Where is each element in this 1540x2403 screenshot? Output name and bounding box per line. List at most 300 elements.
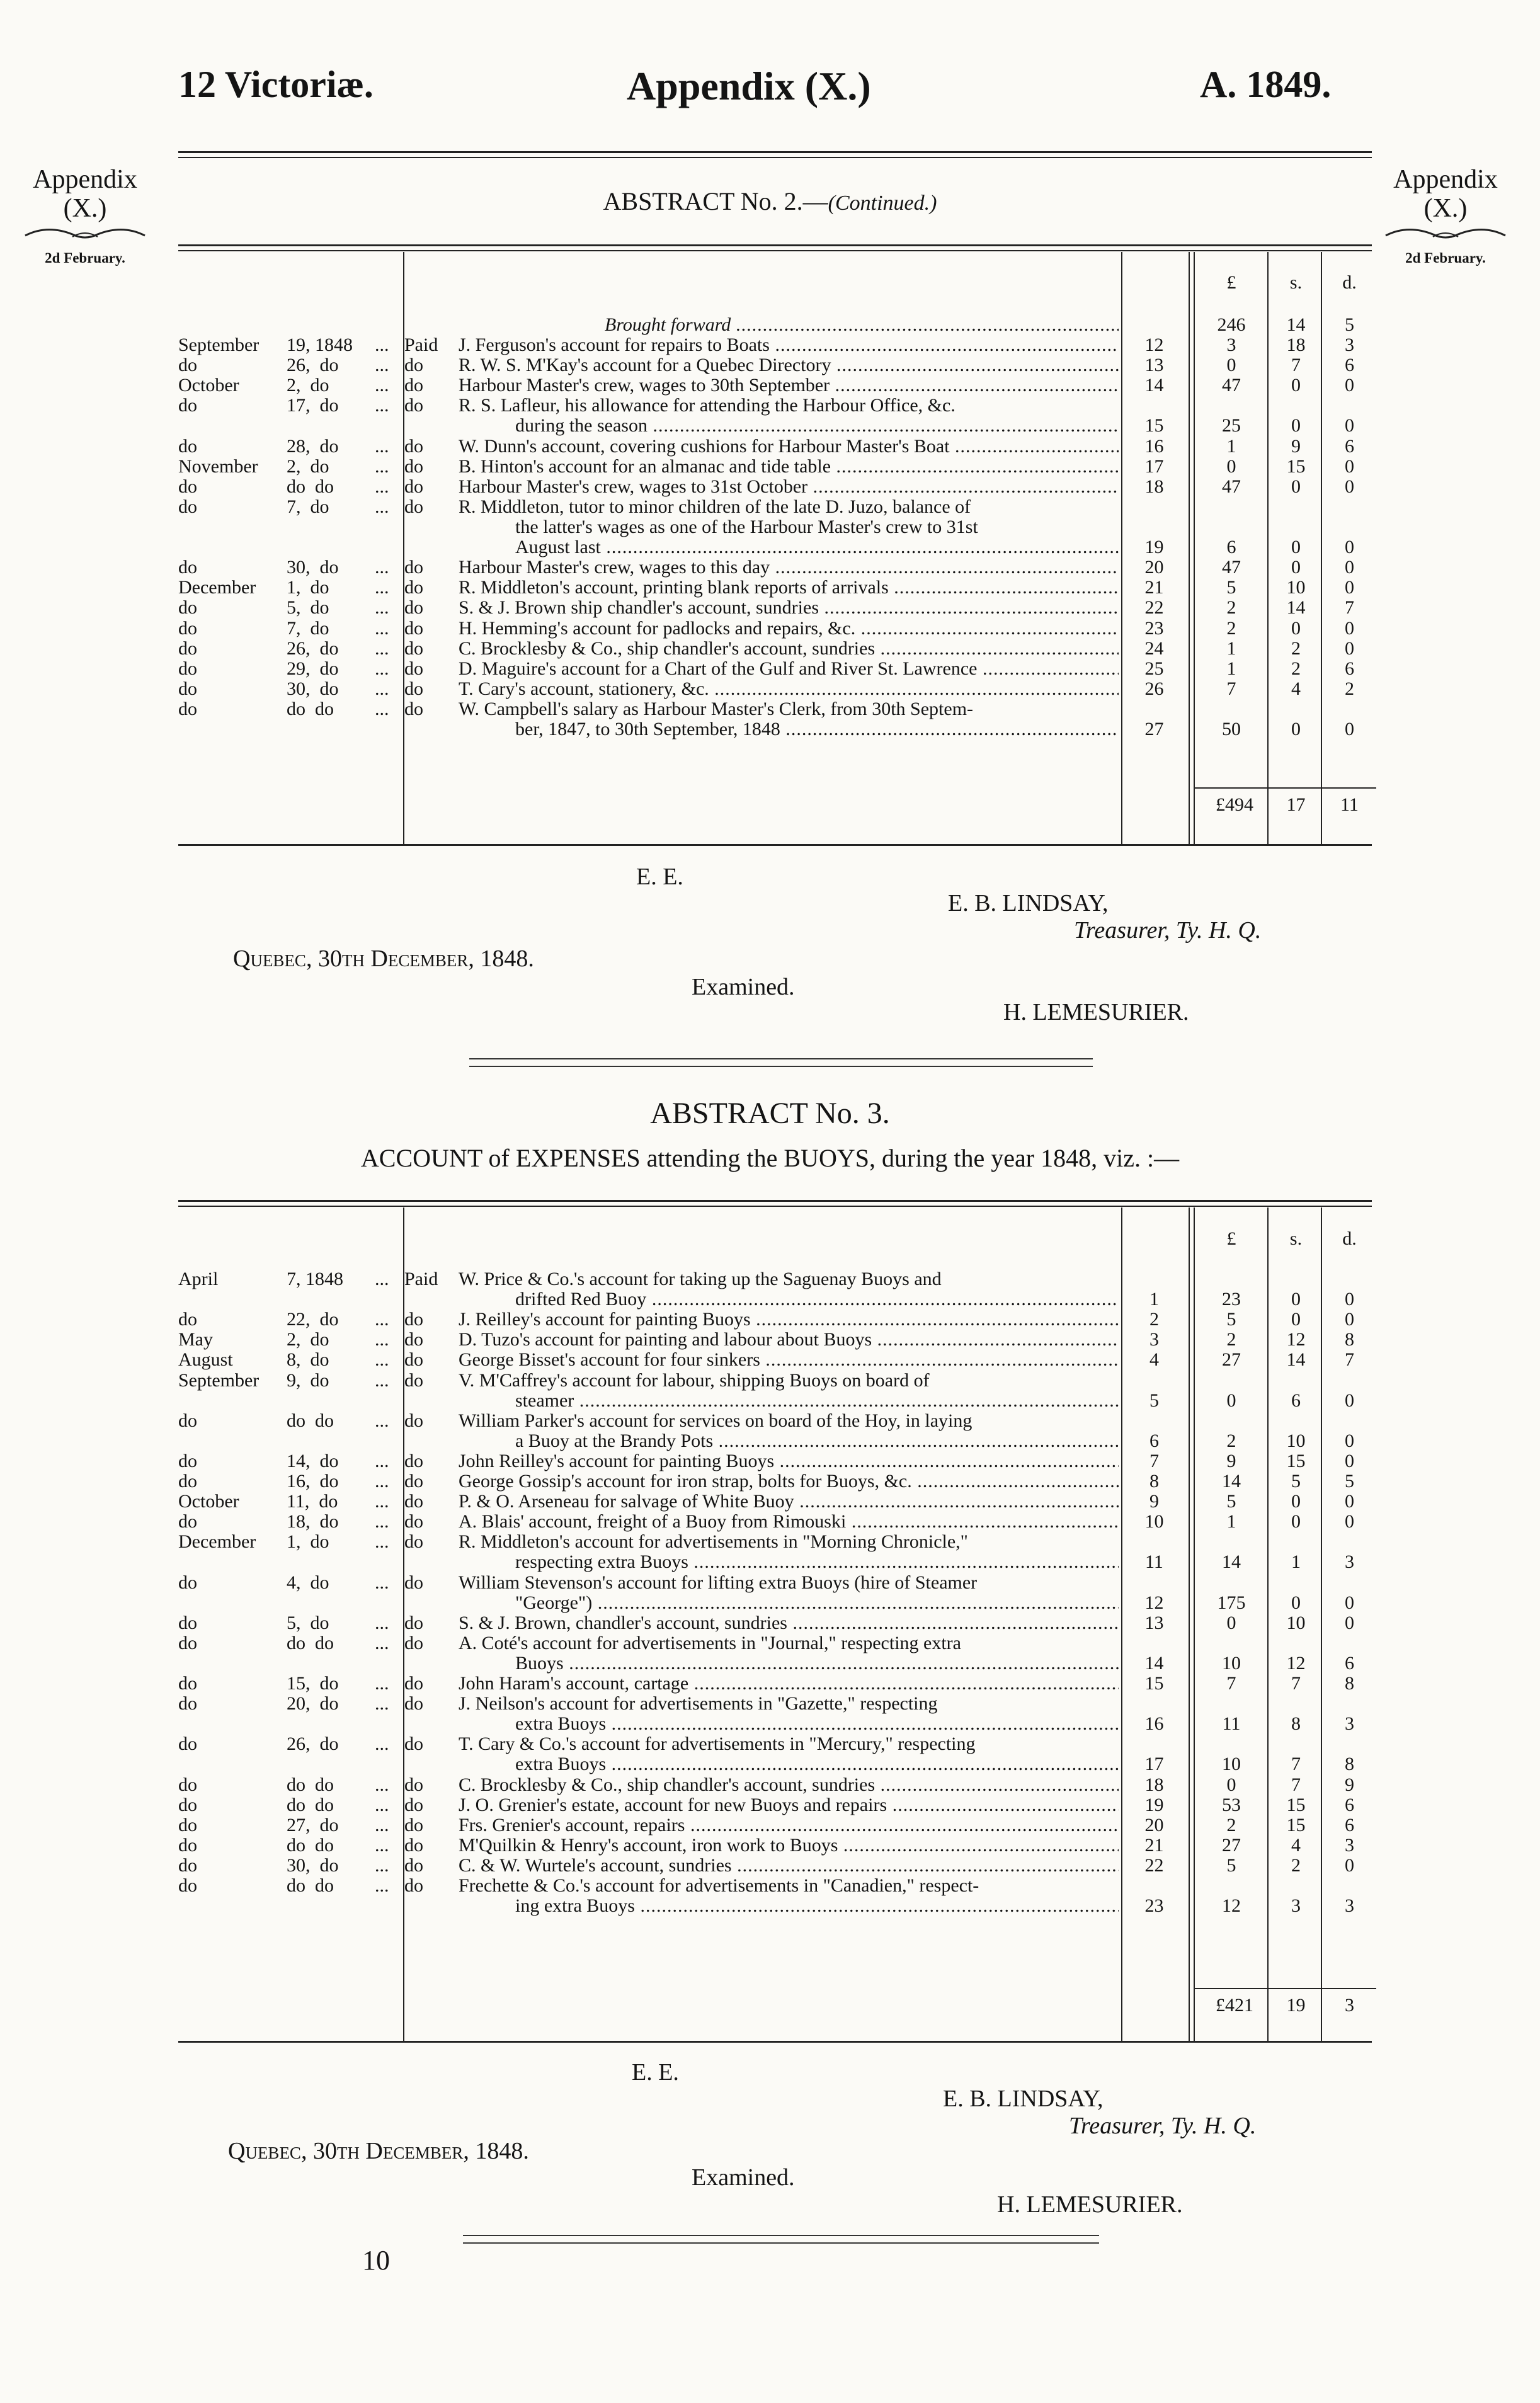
amount-pence: 7: [1345, 597, 1354, 619]
date-day: 30, do: [287, 678, 339, 699]
voucher-number: 26: [1144, 678, 1164, 699]
amount-pence: 2: [1345, 678, 1354, 699]
amount-pounds: 0: [1226, 1390, 1236, 1411]
paid-marker: Paid: [404, 334, 438, 356]
paid-marker: do: [404, 1794, 423, 1815]
description-line: [0, 1835, 1540, 1856]
amount-pence: 7: [1345, 1349, 1354, 1371]
date-continuation: ...: [375, 678, 389, 699]
paid-marker: do: [404, 1511, 423, 1533]
table-row: [0, 1694, 1540, 1734]
voucher-number: 12: [1144, 1592, 1164, 1613]
paid-marker: do: [404, 1572, 423, 1593]
amount-pounds: 0: [1226, 1774, 1236, 1795]
table-row: [0, 557, 1540, 578]
footer-divider: [463, 2235, 1099, 2244]
description-text: Harbour Master's crew, wages to this day .....: [459, 557, 1119, 578]
date-continuation: ...: [375, 557, 389, 578]
amount-shillings: 0: [1291, 537, 1301, 558]
voucher-number: 17: [1144, 1754, 1164, 1775]
amount-shillings: 15: [1286, 1450, 1306, 1471]
date-month: do: [178, 1450, 197, 1471]
amount-pounds: 5: [1226, 1854, 1236, 1876]
margin-note-appendix: (X.): [1423, 194, 1468, 224]
description-line: [0, 1734, 1540, 1754]
amount-pence: 0: [1345, 375, 1354, 396]
voucher-number: 21: [1144, 1834, 1164, 1856]
table-row: [0, 598, 1540, 618]
date-continuation: ...: [375, 1450, 389, 1471]
abstract2-top-rule: [178, 244, 1372, 246]
amount-pence: 0: [1345, 1450, 1354, 1471]
amount-pence: 0: [1345, 1592, 1354, 1613]
description-line: [0, 1411, 1540, 1431]
description-line: [0, 457, 1540, 477]
date-continuation: ...: [375, 597, 389, 619]
voucher-number: 12: [1144, 334, 1164, 356]
amount-shillings: 7: [1291, 355, 1301, 376]
date-day: do do: [287, 1834, 334, 1856]
description-line: [0, 719, 1540, 739]
description-line: [0, 619, 1540, 639]
date-month: do: [178, 1774, 197, 1795]
amount-pounds: 27: [1222, 1834, 1241, 1856]
date-day: 29, do: [287, 658, 339, 679]
description-text: the latter's wages as one of the Harbour Master's crew to 31st: [515, 516, 978, 537]
date-month: October: [178, 375, 239, 396]
date-day: 2, do: [287, 455, 329, 477]
table-row: [0, 619, 1540, 639]
table-row: [0, 1269, 1540, 1310]
paid-marker: do: [404, 1329, 423, 1350]
voucher-number: 3: [1149, 1329, 1159, 1350]
description-line: [0, 1492, 1540, 1512]
date-continuation: ...: [375, 1329, 389, 1350]
date-month: do: [178, 476, 197, 497]
description-text: John Reilley's account for painting Buoys .....: [459, 1451, 1119, 1471]
amount-pounds: 6: [1226, 537, 1236, 558]
abstract3-ee: E. E.: [632, 2059, 679, 2086]
description-line: [0, 1775, 1540, 1795]
date-day: 27, do: [287, 1814, 339, 1835]
amount-shillings: 0: [1291, 375, 1301, 396]
description-line: [0, 1856, 1540, 1876]
margin-note-date: 2d February.: [45, 250, 125, 266]
date-continuation: ...: [375, 1693, 389, 1715]
abstract2-signer: E. B. LINDSAY,: [948, 890, 1109, 916]
margin-note-appendix: (X.): [63, 194, 107, 224]
description-text: R. Middleton, tutor to minor children of the late D. Juzo, balance of: [459, 496, 971, 517]
description-text: R. Middleton's account, printing blank reports of arrivals .....: [459, 578, 1119, 598]
table-row: [0, 375, 1540, 396]
amount-shillings: 0: [1291, 476, 1301, 497]
amount-pounds: 2: [1226, 1814, 1236, 1835]
description-text: William Parker's account for services on board of the Hoy, in laying: [459, 1410, 972, 1431]
amount-pence: 0: [1345, 1491, 1354, 1512]
voucher-number: 4: [1149, 1349, 1159, 1371]
total-row: [0, 795, 1540, 815]
date-month: October: [178, 1491, 239, 1512]
amount-pounds: 47: [1222, 375, 1241, 396]
amount-pence: 3: [1345, 334, 1354, 356]
table-row: [0, 1795, 1540, 1815]
paid-marker: do: [404, 1673, 423, 1694]
table-row: [0, 1613, 1540, 1633]
description-line: [0, 1896, 1540, 1916]
description-text: Buoys .....: [515, 1653, 1119, 1674]
description-text: M'Quilkin & Henry's account, iron work to Buoys .....: [459, 1835, 1119, 1856]
voucher-number: 22: [1144, 1854, 1164, 1876]
bottom-rule: [178, 2041, 1372, 2043]
date-day: 19, 1848: [287, 334, 353, 356]
description-line: [0, 497, 1540, 517]
table-row: [0, 497, 1540, 557]
date-continuation: ...: [375, 1794, 389, 1815]
date-month: November: [178, 455, 258, 477]
amount-shillings: 0: [1291, 718, 1301, 739]
date-continuation: ...: [375, 435, 389, 457]
table-row: [0, 1492, 1540, 1512]
voucher-number: 15: [1144, 415, 1164, 437]
description-line: [0, 1391, 1540, 1411]
date-month: do: [178, 1511, 197, 1533]
description-line: [0, 537, 1540, 557]
amount-shillings: 2: [1291, 637, 1301, 659]
description-line: [0, 375, 1540, 396]
amount-pounds: 1: [1226, 637, 1236, 659]
section-divider: [469, 1058, 1093, 1067]
amount-pounds: 175: [1217, 1592, 1246, 1613]
amount-pounds: 50: [1222, 718, 1241, 739]
total-rule: [1194, 787, 1376, 789]
description-line: [0, 1371, 1540, 1391]
column-header-pounds: £: [1226, 272, 1236, 293]
description-text: R. Middleton's account for advertisements in "Morning Chronicle,": [459, 1531, 968, 1553]
amount-pounds: 1: [1226, 658, 1236, 679]
description-line: [0, 477, 1540, 497]
voucher-number: 19: [1144, 537, 1164, 558]
paid-marker: do: [404, 1491, 423, 1512]
column-header-pence: d.: [1342, 1228, 1357, 1249]
voucher-number: 2: [1149, 1309, 1159, 1330]
abstract3-top-rule: [178, 1200, 1372, 1202]
amount-pounds: 5: [1226, 1309, 1236, 1330]
table-row: [0, 1573, 1540, 1613]
date-day: 14, do: [287, 1450, 339, 1471]
amount-pounds: 7: [1226, 1673, 1236, 1694]
total-pence: 11: [1340, 794, 1359, 815]
amount-shillings: 12: [1286, 1329, 1306, 1350]
voucher-number: 7: [1149, 1450, 1159, 1471]
description-line: [0, 659, 1540, 679]
table-row: [0, 1310, 1540, 1330]
paid-marker: do: [404, 1834, 423, 1856]
description-text: ber, 1847, to 30th September, 1848 .....: [515, 719, 1119, 739]
date-month: August: [178, 1349, 233, 1371]
amount-pounds: 246: [1217, 314, 1246, 335]
paid-marker: do: [404, 1854, 423, 1876]
description-text: Frechette & Co.'s account for advertisements in "Canadien," respect-: [459, 1875, 979, 1896]
description-text: R. W. S. M'Kay's account for a Quebec Directory .....: [459, 355, 1119, 375]
amount-shillings: 9: [1291, 435, 1301, 457]
date-month: do: [178, 1875, 197, 1896]
amount-pence: 0: [1345, 718, 1354, 739]
table-row: [0, 1451, 1540, 1471]
date-continuation: ...: [375, 395, 389, 416]
voucher-number: 5: [1149, 1390, 1159, 1411]
paid-marker: do: [404, 1632, 423, 1653]
amount-pounds: 10: [1222, 1754, 1241, 1775]
description-line: [0, 1532, 1540, 1552]
date-month: do: [178, 658, 197, 679]
amount-shillings: 14: [1286, 314, 1306, 335]
date-day: 5, do: [287, 1612, 329, 1633]
margin-note-date: 2d February.: [1405, 250, 1486, 266]
table-row: [0, 679, 1540, 699]
date-month: September: [178, 1369, 260, 1391]
description-text: steamer .....: [515, 1391, 1119, 1411]
amount-pence: 8: [1345, 1673, 1354, 1694]
abstract2-title-main: ABSTRACT No. 2.—: [603, 187, 828, 215]
date-day: do do: [287, 1632, 334, 1653]
description-text: W. Price & Co.'s account for taking up the Saguenay Buoys and: [459, 1269, 942, 1289]
amount-pence: 0: [1345, 1430, 1354, 1451]
voucher-number: 14: [1144, 375, 1164, 396]
description-text: D. Maguire's account for a Chart of the Gulf and River St. Lawrence .....: [459, 659, 1119, 679]
description-line: [0, 639, 1540, 659]
page-number: 10: [362, 2245, 390, 2276]
date-day: 4, do: [287, 1572, 329, 1593]
amount-pounds: 0: [1226, 1612, 1236, 1633]
table-row: [0, 1835, 1540, 1856]
description-line: [0, 1330, 1540, 1350]
amount-shillings: 15: [1286, 455, 1306, 477]
description-line: [0, 1269, 1540, 1289]
amount-pounds: 2: [1226, 617, 1236, 639]
description-text: W. Campbell's salary as Harbour Master's Clerk, from 30th Septem-: [459, 698, 974, 719]
description-line: [0, 598, 1540, 618]
abstract2-examined: Examined.: [692, 974, 795, 1000]
amount-pence: 0: [1345, 1390, 1354, 1411]
date-continuation: ...: [375, 617, 389, 639]
amount-pence: 0: [1345, 1854, 1354, 1876]
date-continuation: ...: [375, 1531, 389, 1553]
description-text: T. Cary & Co.'s account for advertisements in "Mercury," respecting: [459, 1733, 976, 1755]
description-text: extra Buoys .....: [515, 1754, 1119, 1774]
description-line: [0, 335, 1540, 355]
description-line: [0, 1876, 1540, 1896]
total-pounds: £421: [1216, 1995, 1253, 2016]
description-text: John Haram's account, cartage .....: [459, 1674, 1119, 1694]
amount-pounds: 1: [1226, 435, 1236, 457]
voucher-number: 1: [1149, 1289, 1159, 1310]
date-month: do: [178, 1572, 197, 1593]
date-month: do: [178, 1612, 197, 1633]
bottom-rule: [178, 844, 1372, 846]
date-day: 20, do: [287, 1693, 339, 1715]
date-month: April: [178, 1269, 219, 1289]
description-text: Frs. Grenier's account, repairs .....: [459, 1815, 1119, 1835]
voucher-number: 21: [1144, 577, 1164, 598]
amount-pence: 0: [1345, 455, 1354, 477]
brought-forward-row: [0, 315, 1540, 335]
table-row: [0, 1633, 1540, 1674]
amount-shillings: 0: [1291, 1289, 1301, 1310]
table-row: [0, 1815, 1540, 1835]
description-text: drifted Red Buoy .....: [515, 1289, 1119, 1310]
description-text: J. O. Grenier's estate, account for new Buoys and repairs .....: [459, 1795, 1119, 1815]
amount-pence: 8: [1345, 1754, 1354, 1775]
amount-pence: 8: [1345, 1329, 1354, 1350]
description-line: [0, 1795, 1540, 1815]
date-month: do: [178, 1794, 197, 1815]
amount-pounds: 12: [1222, 1895, 1241, 1917]
total-shillings: 17: [1286, 794, 1306, 815]
flourish-ornament: [1383, 223, 1509, 244]
date-month: December: [178, 577, 256, 598]
voucher-number: 24: [1144, 637, 1164, 659]
amount-pounds: 53: [1222, 1794, 1241, 1815]
paid-marker: do: [404, 658, 423, 679]
date-day: do do: [287, 1794, 334, 1815]
description-text: Harbour Master's crew, wages to 30th September .....: [459, 375, 1119, 396]
description-text: R. S. Lafleur, his allowance for attending the Harbour Office, &c.: [459, 395, 955, 416]
date-day: 28, do: [287, 435, 339, 457]
paid-marker: do: [404, 1309, 423, 1330]
voucher-number: 15: [1144, 1673, 1164, 1694]
description-line: [0, 396, 1540, 416]
description-line: [0, 1310, 1540, 1330]
date-continuation: ...: [375, 334, 389, 356]
amount-pounds: 9: [1226, 1450, 1236, 1471]
description-text: C. & W. Wurtele's account, sundries .....: [459, 1856, 1119, 1876]
date-day: 26, do: [287, 637, 339, 659]
amount-pounds: 1: [1226, 1511, 1236, 1533]
paid-marker: do: [404, 1531, 423, 1553]
voucher-number: 27: [1144, 718, 1164, 739]
date-day: 7, do: [287, 496, 329, 517]
description-text: C. Brocklesby & Co., ship chandler's account, sundries .....: [459, 1775, 1119, 1795]
table-row: [0, 437, 1540, 457]
paid-marker: do: [404, 1693, 423, 1715]
date-continuation: ...: [375, 1369, 389, 1391]
date-day: 1, do: [287, 1531, 329, 1553]
table-row: [0, 1371, 1540, 1411]
amount-shillings: 6: [1291, 1390, 1301, 1411]
abstract2-title-continued: (Continued.): [828, 191, 937, 215]
voucher-number: 18: [1144, 476, 1164, 497]
paid-marker: do: [404, 355, 423, 376]
amount-shillings: 2: [1291, 658, 1301, 679]
abstract3-title: ABSTRACT No. 3.: [650, 1097, 890, 1130]
date-day: 2, do: [287, 375, 329, 396]
date-month: do: [178, 1471, 197, 1492]
date-continuation: ...: [375, 1511, 389, 1533]
description-line: [0, 416, 1540, 436]
paid-marker: do: [404, 577, 423, 598]
amount-shillings: 2: [1291, 1854, 1301, 1876]
table-row: [0, 1775, 1540, 1795]
date-month: do: [178, 395, 197, 416]
margin-note-title: Appendix: [1393, 165, 1498, 194]
date-continuation: ...: [375, 1349, 389, 1371]
date-day: 16, do: [287, 1471, 339, 1492]
voucher-number: 9: [1149, 1491, 1159, 1512]
table-row: [0, 1350, 1540, 1370]
amount-shillings: 0: [1291, 1491, 1301, 1512]
date-continuation: ...: [375, 1774, 389, 1795]
description-text: during the season .....: [515, 416, 1119, 436]
description-text: T. Cary's account, stationery, &c. .....: [459, 679, 1119, 699]
table-row: [0, 355, 1540, 375]
description-text: S. & J. Brown ship chandler's account, sundries .....: [459, 598, 1119, 618]
description-line: [0, 1754, 1540, 1774]
date-continuation: ...: [375, 1854, 389, 1876]
description-line: [0, 1289, 1540, 1310]
amount-pence: 0: [1345, 577, 1354, 598]
date-day: 22, do: [287, 1309, 339, 1330]
voucher-number: 19: [1144, 1794, 1164, 1815]
date-month: do: [178, 1834, 197, 1856]
amount-shillings: 7: [1291, 1754, 1301, 1775]
description-text: J. Reilley's account for painting Buoys .....: [459, 1310, 1119, 1330]
description-text: respecting extra Buoys .....: [515, 1552, 1119, 1572]
date-continuation: ...: [375, 1572, 389, 1593]
amount-pounds: 14: [1222, 1551, 1241, 1573]
paid-marker: do: [404, 1410, 423, 1431]
amount-pence: 0: [1345, 557, 1354, 578]
amount-shillings: 0: [1291, 617, 1301, 639]
amount-pounds: 47: [1222, 476, 1241, 497]
amount-pounds: 0: [1226, 455, 1236, 477]
amount-pence: 6: [1345, 435, 1354, 457]
date-day: do do: [287, 1875, 334, 1896]
date-day: 5, do: [287, 597, 329, 619]
paid-marker: do: [404, 1369, 423, 1391]
description-line: [0, 1593, 1540, 1613]
amount-shillings: 0: [1291, 415, 1301, 437]
date-continuation: ...: [375, 1733, 389, 1755]
description-line: [0, 699, 1540, 719]
amount-pence: 6: [1345, 1814, 1354, 1835]
amount-shillings: 3: [1291, 1895, 1301, 1917]
amount-shillings: 4: [1291, 1834, 1301, 1856]
description-line: [0, 578, 1540, 598]
column-header-pounds: £: [1226, 1228, 1236, 1249]
paid-marker: do: [404, 395, 423, 416]
date-continuation: ...: [375, 1612, 389, 1633]
table-row: [0, 477, 1540, 497]
date-day: 9, do: [287, 1369, 329, 1391]
amount-pounds: 2: [1226, 597, 1236, 619]
table-row: [0, 1532, 1540, 1572]
paid-marker: do: [404, 698, 423, 719]
voucher-number: 10: [1144, 1511, 1164, 1533]
description-line: [0, 355, 1540, 375]
table-row: [0, 1512, 1540, 1532]
description-line: [0, 1815, 1540, 1835]
date-day: 7, 1848: [287, 1269, 343, 1289]
voucher-number: 25: [1144, 658, 1164, 679]
amount-pence: 0: [1345, 476, 1354, 497]
description-line: [0, 1653, 1540, 1674]
amount-pence: 6: [1345, 1652, 1354, 1674]
amount-pence: 6: [1345, 355, 1354, 376]
table-row: [0, 1876, 1540, 1916]
description-line: [0, 1431, 1540, 1451]
description-line: [0, 1633, 1540, 1653]
amount-shillings: 8: [1291, 1713, 1301, 1735]
